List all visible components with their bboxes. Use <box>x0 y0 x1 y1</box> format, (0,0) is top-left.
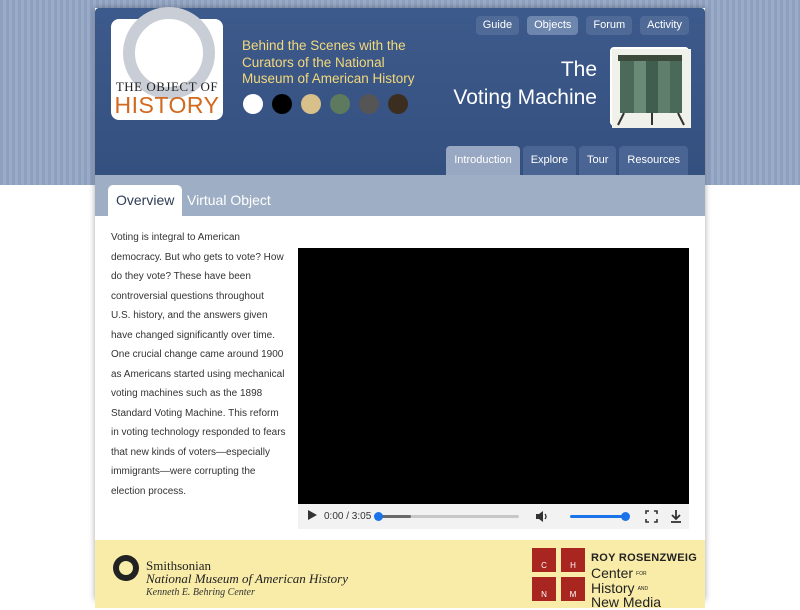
top-nav <box>476 16 689 35</box>
header-tagline: Behind the Scenes with the Curators of the National Museum of American History <box>242 38 415 86</box>
subtab-virtual-object[interactable]: Virtual Object <box>187 192 271 208</box>
section-tabs <box>446 146 688 175</box>
video-time: 0:00 / 3:05 <box>324 511 372 522</box>
site-header <box>95 8 705 175</box>
chnm-h: H <box>561 548 585 572</box>
video-progress-bar[interactable] <box>378 515 519 518</box>
chnm-m: M <box>561 577 585 601</box>
video-player[interactable] <box>298 248 689 504</box>
object-title-line1: The <box>560 58 597 81</box>
rrchnm-line1-small: FOR <box>636 570 647 577</box>
swatch-green <box>330 94 350 114</box>
video-controls <box>298 504 689 529</box>
swatch-tan <box>301 94 321 114</box>
fullscreen-icon[interactable] <box>645 510 658 526</box>
voting-booth-icon <box>612 49 691 128</box>
swatch-brown <box>388 94 408 114</box>
tab-introduction[interactable]: Introduction <box>446 146 519 175</box>
volume-slider[interactable] <box>570 515 625 518</box>
volume-handle[interactable] <box>621 512 630 521</box>
swatch-gray <box>359 94 379 114</box>
subtab-overview[interactable]: Overview <box>108 185 182 216</box>
swatch-black <box>272 94 292 114</box>
video-progress-handle[interactable] <box>374 512 383 521</box>
voting-machine-thumbnail[interactable] <box>610 47 689 126</box>
behring-center: Kenneth E. Behring Center <box>146 587 255 598</box>
smithsonian-sun-icon <box>113 555 139 581</box>
nav-forum[interactable]: Forum <box>586 16 632 35</box>
logo-line2: HISTORY <box>114 92 220 118</box>
rrchnm-title: ROY ROSENZWEIG <box>591 552 698 564</box>
logo-line1: THE OBJECT OF <box>115 79 219 94</box>
page-container <box>95 8 705 610</box>
play-icon[interactable] <box>306 509 318 524</box>
rrchnm-line2-main: History <box>591 580 635 596</box>
rrchnm-line1-main: Center <box>591 565 634 581</box>
chnm-n: N <box>532 577 556 601</box>
chnm-logo[interactable] <box>532 548 585 608</box>
volume-icon[interactable] <box>535 510 549 526</box>
rrchnm-line3: New Media <box>591 594 662 610</box>
swatch-white <box>243 94 263 114</box>
download-icon[interactable] <box>670 509 682 526</box>
chnm-c: C <box>532 548 556 572</box>
rrchnm-line2-small: AND <box>637 585 649 592</box>
tab-tour[interactable]: Tour <box>579 146 616 175</box>
nav-guide[interactable]: Guide <box>476 16 519 35</box>
site-footer <box>95 540 705 608</box>
museum-name[interactable]: National Museum of American History <box>146 571 348 586</box>
intro-paragraph: Voting is integral to American democracy. But who gets to vote? How do they vote? These have been controversial questions throughout U.S. history, and the answers given have changed significantly over time. One crucial change came around 1900 as Americans started using mechanical voting machines such as the 1898 Standard Voting Machine. This reform in voting technology responded to fears that new kinds of voters—especially immigrants—were corrupting the election process. <box>111 232 286 497</box>
object-of-history-logo[interactable] <box>111 19 223 120</box>
smithsonian-name: Smithsonian <box>146 558 212 573</box>
nav-objects[interactable]: Objects <box>527 16 578 35</box>
object-title <box>453 56 597 112</box>
nav-activity[interactable]: Activity <box>640 16 689 35</box>
tab-resources[interactable]: Resources <box>619 146 688 175</box>
object-title-line2: Voting Machine <box>453 86 597 109</box>
subnav-bar <box>95 175 705 216</box>
tab-explore[interactable]: Explore <box>523 146 576 175</box>
color-swatches <box>243 94 408 114</box>
